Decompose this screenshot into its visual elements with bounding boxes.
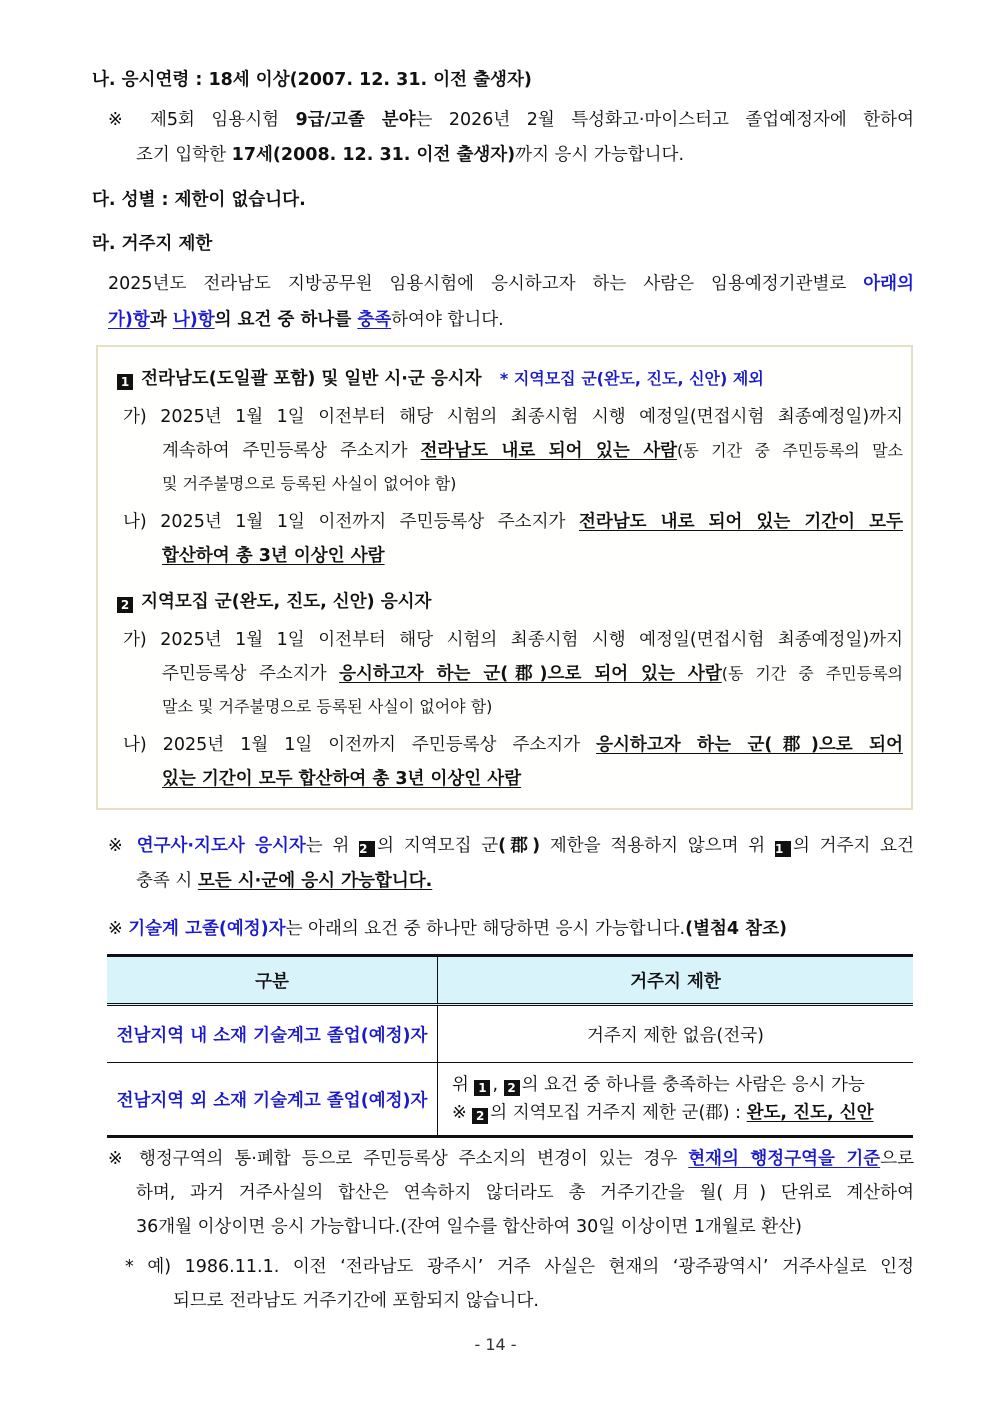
section2-title: 2 지역모집 군(완도, 진도, 신안) 응시자: [117, 590, 431, 614]
tech-note: ※ 기술계 고졸(예정)자는 아래의 요건 중 하나만 해당하면 응시 가능합니다.(별첨4 참조): [108, 919, 787, 939]
table-row: [107, 1063, 913, 1137]
age-note-line2: 조기 입학한 17세(2008. 12. 31. 이전 출생자)까지 응시 가능합니다.: [136, 145, 685, 165]
example-line2: 되므로 전라남도 거주기간에 포함되지 않습니다.: [173, 1291, 539, 1311]
section1-a-line2: 계속하여 주민등록상 주소지가 전라남도 내로 되어 있는 사람(동 기간 중 주민등록의 말소: [162, 441, 903, 461]
page-number: - 14 -: [474, 1335, 517, 1354]
number-2-icon: 2: [117, 597, 133, 613]
gender-heading: 다. 성별 : 제한이 없습니다.: [92, 190, 306, 210]
table-header-category: 구분: [107, 956, 438, 1005]
number-1-icon: 1: [117, 374, 133, 390]
section1-b-line1: 나) 2025년 1월 1일 이전까지 주민등록상 주소지가 전라남도 내로 되어 있는 기간이 모두: [123, 512, 903, 532]
residence-intro-line2: 가)항과 나)항의 요건 중 하나를 충족하여야 합니다.: [108, 310, 504, 330]
residence-intro-line1: 2025년도 전라남도 지방공무원 임용시험에 응시하고자 하는 사람은 임용예정기관별로 아래의: [108, 274, 914, 294]
section1-b-line2: 합산하여 총 3년 이상인 사람: [162, 546, 385, 566]
age-heading: 나. 응시연령 : 18세 이상(2007. 12. 31. 이전 출생자): [92, 70, 532, 90]
table-header-residence: 거주지 제한: [438, 956, 914, 1005]
table-row: [107, 1005, 913, 1063]
table-cell-value: 위 1 , 2 의 요건 중 하나를 충족하는 사람은 응시 가능 ※ 2 의 지역모집 거주지 제한 군(郡) : 완도, 진도, 신안: [438, 1063, 914, 1137]
admin-note-line2: 하며, 과거 거주사실의 합산은 연속하지 않더라도 총 거주기간을 월(月) 단위로 계산하여: [136, 1183, 914, 1203]
tech-residence-table: [107, 954, 913, 1138]
example-line1: * 예) 1986.11.1. 이전 ‘전라남도 광주시’ 거주 사실은 현재의 ‘광주광역시’ 거주사실로 인정: [125, 1257, 914, 1277]
research-note-line1: ※ 연구사·지도사 응시자는 위 2 의 지역모집 군(郡) 제한을 적용하지 않으며 위 1 의 거주지 요건: [108, 836, 914, 856]
number-1-icon: 1: [474, 1080, 490, 1096]
section2-b-line1: 나) 2025년 1월 1일 이전까지 주민등록상 주소지가 응시하고자 하는 군(郡)으로 되어: [123, 735, 903, 755]
section1-title: 1 전라남도(도일괄 포함) 및 일반 시·군 응시자 * 지역모집 군(완도, 진도, 신안) 제외: [117, 367, 764, 391]
table-cell-value: 거주지 제한 없음(전국): [438, 1005, 914, 1063]
section2-b-line2: 있는 기간이 모두 합산하여 총 3년 이상인 사람: [162, 769, 522, 789]
table-cell-label: 전남지역 외 소재 기술계고 졸업(예정)자: [107, 1063, 438, 1137]
section2-a-line2: 주민등록상 주소지가 응시하고자 하는 군(郡)으로 되어 있는 사람(동 기간 중 주민등록의: [162, 664, 904, 684]
table-cell-label: 전남지역 내 소재 기술계고 졸업(예정)자: [107, 1005, 438, 1063]
admin-note-line3: 36개월 이상이면 응시 가능합니다.(잔여 일수를 합산하여 30일 이상이면 1개월로 환산): [136, 1217, 802, 1237]
residence-heading: 라. 거주지 제한: [92, 234, 213, 254]
number-2-icon: 2: [472, 1108, 488, 1124]
section2-a-line1: 가) 2025년 1월 1일 이전부터 해당 시험의 최종시험 시행 예정일(면접시험 최종예정일)까지: [123, 630, 903, 650]
admin-note-line1: ※ 행정구역의 통·폐합 등으로 주민등록상 주소지의 변경이 있는 경우 현재의 행정구역을 기준으로: [108, 1149, 914, 1169]
number-2-icon: 2: [504, 1080, 520, 1096]
table-header-row: [107, 956, 913, 1005]
section1-a-line1: 가) 2025년 1월 1일 이전부터 해당 시험의 최종시험 시행 예정일(면접시험 최종예정일)까지: [123, 407, 903, 427]
section1-a-line3: 및 거주불명으로 등록된 사실이 없어야 함): [162, 474, 457, 493]
research-note-line2: 충족 시 모든 시·군에 응시 가능합니다.: [136, 871, 433, 891]
number-1-icon: 1: [775, 841, 791, 857]
section2-a-line3: 말소 및 거주불명으로 등록된 사실이 없어야 함): [162, 697, 493, 716]
number-2-icon: 2: [359, 841, 375, 857]
age-note-line1: ※ 제5회 임용시험 9급/고졸 분야는 2026년 2월 특성화고·마이스터고 졸업예정자에 한하여: [108, 110, 914, 130]
